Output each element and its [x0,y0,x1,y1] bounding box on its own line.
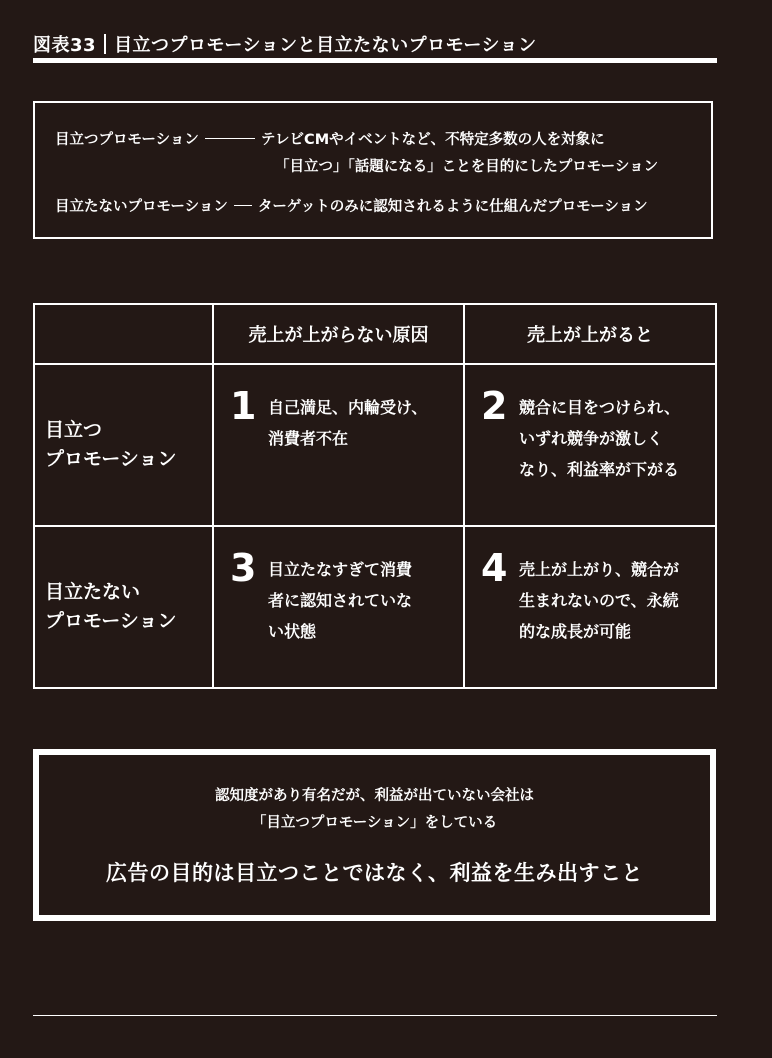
definition-row-inconspicuous [55,195,648,216]
figure-number: 図表33 [33,35,97,56]
cell-text: 目立たなすぎて消費 者に認知されていな い状態 [268,560,413,641]
cell-number: 3 [230,546,257,590]
conclusion-line: 「目立つプロモーション」をしている [251,815,498,831]
conclusion-box [33,749,716,921]
definition-text-line2: 「目立つ」「話題になる」ことを目的にしたプロモーション [275,159,659,175]
definition-dash [234,205,252,206]
definition-box [33,101,713,239]
definition-row-conspicuous [55,128,605,149]
column-header: 売上が上がらない原因 [213,304,464,364]
header-separator [104,34,106,54]
row-header: 目立つ プロモーション [34,364,213,526]
column-header: 売上が上がると [464,304,716,364]
cell-text: 自己満足、内輪受け、 消費者不在 [268,398,428,448]
definition-term: 目立たないプロモーション [55,199,228,215]
table-cell [213,364,464,526]
definition-dash [205,138,255,139]
table-cell [213,526,464,688]
figure-title: 目立つプロモーションと目立たないプロモーション [114,35,537,56]
table-row [34,364,716,526]
row-header: 目立たない プロモーション [34,526,213,688]
cell-number: 2 [481,384,508,428]
cell-number: 4 [481,546,508,590]
cell-text: 競合に目をつけられ、 いずれ競争が激しく なり、利益率が下がる [519,398,680,479]
table-corner [34,304,213,364]
cell-text: 売上が上がり、競合が 生まれないので、永続 的な成長が可能 [519,560,680,641]
bottom-rule [33,1015,717,1016]
conclusion-headline: 広告の目的は目立つことではなく、利益を生み出すこと [105,861,644,885]
table-cell [464,526,716,688]
table-header-row [34,304,716,364]
figure-header [33,30,717,63]
comparison-table [33,303,717,689]
cell-number: 1 [230,384,257,428]
definition-term: 目立つプロモーション [55,132,199,148]
definition-text: ターゲットのみに認知されるように仕組んだプロモーション [257,199,648,215]
definition-text: テレビCMやイベントなど、不特定多数の人を対象に [260,132,605,148]
table-row [34,526,716,688]
conclusion-line: 認知度があり有名だが、利益が出ていない会社は [215,788,534,804]
table-cell [464,364,716,526]
